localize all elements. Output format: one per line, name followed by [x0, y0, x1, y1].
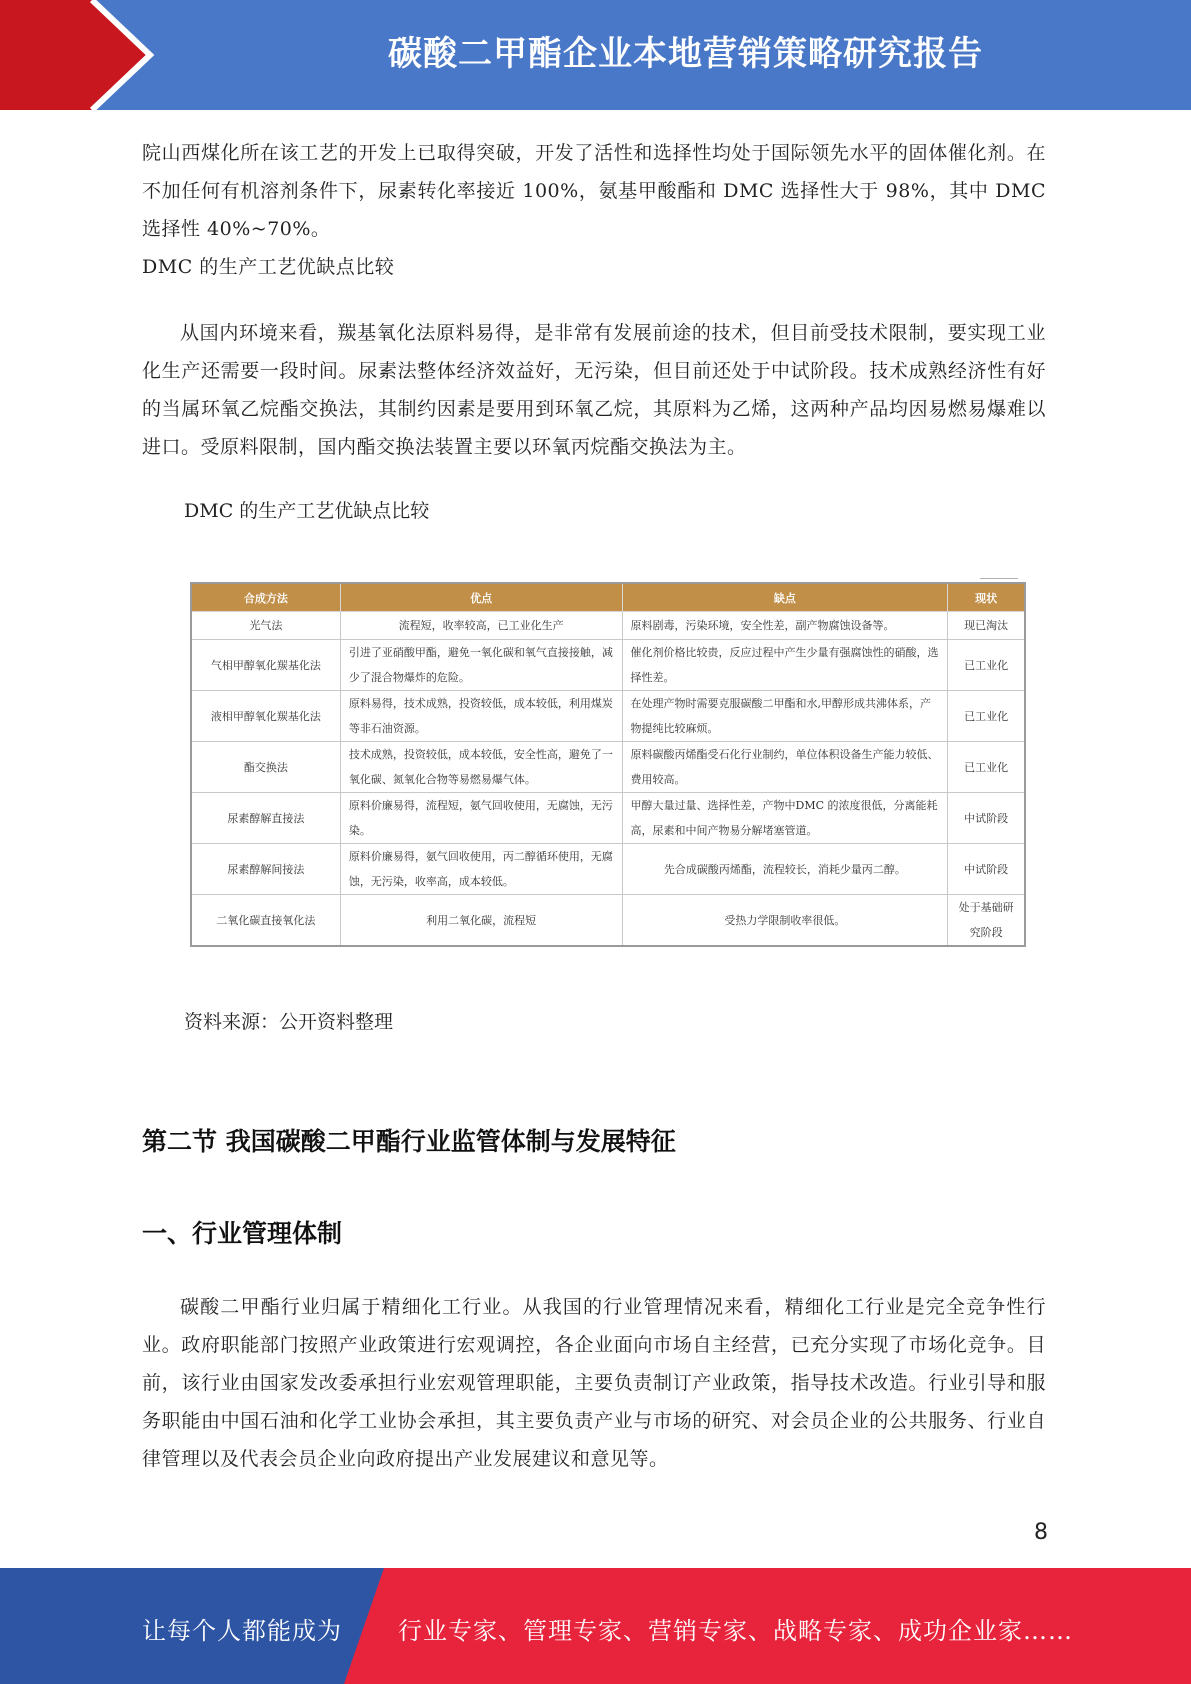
decorative-line [980, 578, 1018, 579]
table-header-cell: 缺点 [622, 583, 948, 612]
page-footer [0, 1568, 1191, 1684]
paragraph-1-note: DMC 的生产工艺优缺点比较 [142, 256, 395, 278]
table-caption: DMC 的生产工艺优缺点比较 [184, 500, 430, 522]
table-cell: 现已淘汰 [948, 612, 1025, 640]
source-note: 资料来源：公开资料整理 [184, 1011, 394, 1033]
table-header-cell: 合成方法 [191, 583, 340, 612]
table-cell: 原料价廉易得，氨气回收使用，丙二醇循环使用，无腐蚀，无污染，收率高，成本较低。 [340, 844, 622, 895]
table-cell: 在处理产物时需要克服碳酸二甲酯和水,甲醇形成共沸体系，产物提纯比较麻烦。 [622, 691, 948, 742]
table-cell: 原料易得，技术成熟，投资较低，成本较低，利用煤炭等非石油资源。 [340, 691, 622, 742]
report-title: 碳酸二甲酯企业本地营销策略研究报告 [388, 34, 983, 74]
table-cell: 受热力学限制收率很低。 [622, 895, 948, 947]
table-cell: 流程短，收率较高，已工业化生产 [340, 612, 622, 640]
table-cell: 利用二氧化碳，流程短 [340, 895, 622, 947]
footer-slogan-right: 行业专家、管理专家、营销专家、战略专家、成功企业家…… [398, 1617, 1073, 1645]
section-body [142, 1288, 1046, 1478]
page-header [0, 0, 1191, 110]
table-row [191, 793, 1025, 844]
table-row [191, 742, 1025, 793]
table-cell: 技术成熟，投资较低，成本较低，安全性高，避免了一氧化碳、氮氧化合物等易燃易爆气体。 [340, 742, 622, 793]
table-cell: 尿素醇解直接法 [191, 793, 340, 844]
section-heading: 第二节 我国碳酸二甲酯行业监管体制与发展特征 [142, 1127, 676, 1156]
page-number: 8 [1034, 1520, 1048, 1545]
table-row [191, 895, 1025, 947]
table-cell: 已工业化 [948, 691, 1025, 742]
table-cell: 先合成碳酸丙烯酯，流程较长，消耗少量丙二醇。 [622, 844, 948, 895]
table-row [191, 640, 1025, 691]
paragraph-1: 院山西煤化所在该工艺的开发上已取得突破，开发了活性和选择性均处于国际领先水平的固体催化剂。在不加任何有机溶剂条件下，尿素转化率接近 100%，氨基甲酸酯和 DMC 选择性大于 98%，其中 DMC 选择性 40%~70%。 [142, 142, 1046, 240]
process-comparison-table-figure [190, 582, 1026, 950]
table-cell: 中试阶段 [948, 793, 1025, 844]
table-header-row [191, 583, 1025, 612]
process-comparison-table [190, 582, 1026, 947]
table-row [191, 612, 1025, 640]
main-content [142, 134, 1046, 530]
subsection-heading: 一、行业管理体制 [142, 1219, 343, 1248]
table-cell: 液相甲醇氧化羰基化法 [191, 691, 340, 742]
table-cell: 光气法 [191, 612, 340, 640]
footer-slogan-left: 让每个人都能成为 [142, 1617, 342, 1645]
table-cell: 处于基础研究阶段 [948, 895, 1025, 947]
table-cell: 气相甲醇氧化羰基化法 [191, 640, 340, 691]
table-row [191, 844, 1025, 895]
table-cell: 催化剂价格比较贵，反应过程中产生少量有强腐蚀性的硝酸，选择性差。 [622, 640, 948, 691]
paragraph-3: 碳酸二甲酯行业归属于精细化工行业。从我国的行业管理情况来看，精细化工行业是完全竞争性行业。政府职能部门按照产业政策进行宏观调控，各企业面向市场自主经营，已充分实现了市场化竞争。目前，该行业由国家发改委承担行业宏观管理职能，主要负责制订产业政策，指导技术改造。行业引导和服务职能由中国石油和化学工业协会承担，其主要负责产业与市场的研究、对会员企业的公共服务、行业自律管理以及代表会员企业向政府提出产业发展建议和意见等。 [142, 1296, 1046, 1470]
table-cell: 尿素醇解间接法 [191, 844, 340, 895]
table-cell: 已工业化 [948, 742, 1025, 793]
table-cell: 原料剧毒，污染环境，安全性差，副产物腐蚀设备等。 [622, 612, 948, 640]
table-header-cell: 优点 [340, 583, 622, 612]
table-cell: 原料价廉易得，流程短，氨气回收使用，无腐蚀，无污染。 [340, 793, 622, 844]
table-cell: 引进了亚硝酸甲酯，避免一氧化碳和氧气直接接触，减少了混合物爆炸的危险。 [340, 640, 622, 691]
paragraph-2: 从国内环境来看，羰基氧化法原料易得，是非常有发展前途的技术，但目前受技术限制，要实现工业化生产还需要一段时间。尿素法整体经济效益好，无污染，但目前还处于中试阶段。技术成熟经济性有好的当属环氧乙烷酯交换法，其制约因素是要用到环氧乙烷，其原料为乙烯，这两种产品均因易燃易爆难以进口。受原料限制，国内酯交换法装置主要以环氧丙烷酯交换法为主。 [142, 322, 1046, 458]
table-cell: 中试阶段 [948, 844, 1025, 895]
table-cell: 酯交换法 [191, 742, 340, 793]
table-cell: 已工业化 [948, 640, 1025, 691]
table-cell: 原料碳酸丙烯酯受石化行业制约，单位体积设备生产能力较低、费用较高。 [622, 742, 948, 793]
table-cell: 甲醇大量过量、选择性差，产物中DMC 的浓度很低，分离能耗高，尿素和中间产物易分解堵塞管道。 [622, 793, 948, 844]
table-header-cell: 现状 [948, 583, 1025, 612]
table-cell: 二氧化碳直接氧化法 [191, 895, 340, 947]
table-row [191, 691, 1025, 742]
